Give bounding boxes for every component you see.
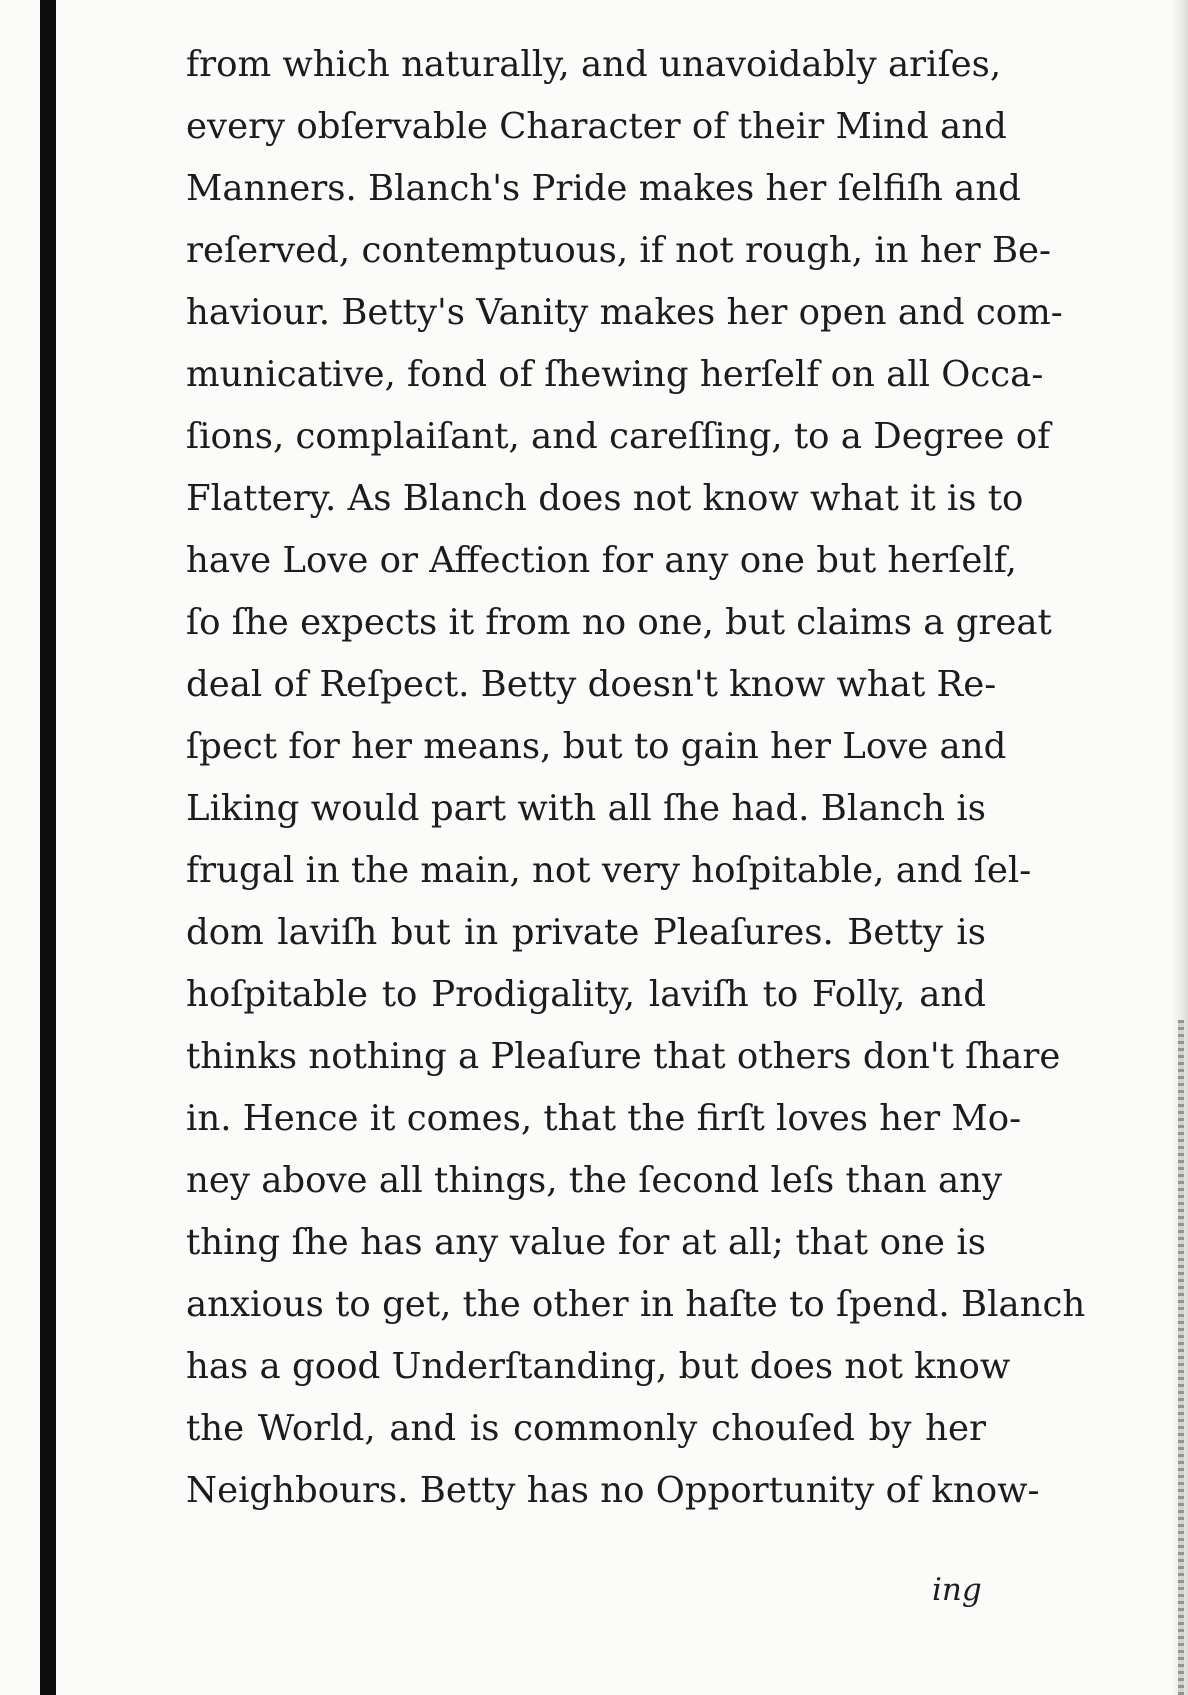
text-line: every obſervable Character of their Mind and <box>186 106 1007 147</box>
text-line: hoſpitable to Prodigality, laviſh to Folly, and <box>186 974 986 1015</box>
text-line: from which naturally, and unavoidably ariſes, <box>186 44 1002 85</box>
text-line: Manners. Blanch's Pride makes her ſelfiſh and <box>186 168 1021 209</box>
text-line: frugal in the main, not very hoſpitable, and ſel- <box>186 850 1032 891</box>
text-line: thinks nothing a Pleaſure that others don't ſhare <box>186 1036 1061 1077</box>
text-line: have Love or Affection for any one but herſelf, <box>186 540 1017 581</box>
text-line: ſions, complaiſant, and careſſing, to a Degree of <box>186 416 1051 457</box>
text-line: thing ſhe has any value for at all; that one is <box>186 1222 986 1263</box>
text-line: ney above all things, the ſecond leſs than any <box>186 1160 1003 1201</box>
page-edge <box>1174 0 1188 1695</box>
text-line: municative, fond of ſhewing herſelf on all Occa- <box>186 354 1044 395</box>
text-line: anxious to get, the other in haſte to ſpend. Blanch <box>186 1284 1086 1325</box>
text-line: dom laviſh but in private Pleaſures. Betty is <box>186 912 986 953</box>
body-text <box>186 34 1086 1522</box>
text-line: Liking would part with all ſhe had. Blanch is <box>186 788 986 829</box>
binding-shadow <box>40 0 56 1695</box>
text-line: deal of Reſpect. Betty doesn't know what Re- <box>186 664 997 705</box>
text-line: Flattery. As Blanch does not know what it is to <box>186 478 1024 519</box>
text-line: has a good Underſtanding, but does not know <box>186 1346 1011 1387</box>
text-line: ſo ſhe expects it from no one, but claims a great <box>186 602 1052 643</box>
text-line: Neighbours. Betty has no Opportunity of know- <box>186 1470 1040 1511</box>
text-line: the World, and is commonly chouſed by her <box>186 1408 986 1449</box>
text-line: haviour. Betty's Vanity makes her open and com- <box>186 292 1063 333</box>
text-line: ſpect for her means, but to gain her Love and <box>186 726 1007 767</box>
text-line: in. Hence it comes, that the firſt loves her Mo- <box>186 1098 1022 1139</box>
catchword: ing <box>932 1572 982 1608</box>
text-line: reſerved, contemptuous, if not rough, in her Be- <box>186 230 1052 271</box>
